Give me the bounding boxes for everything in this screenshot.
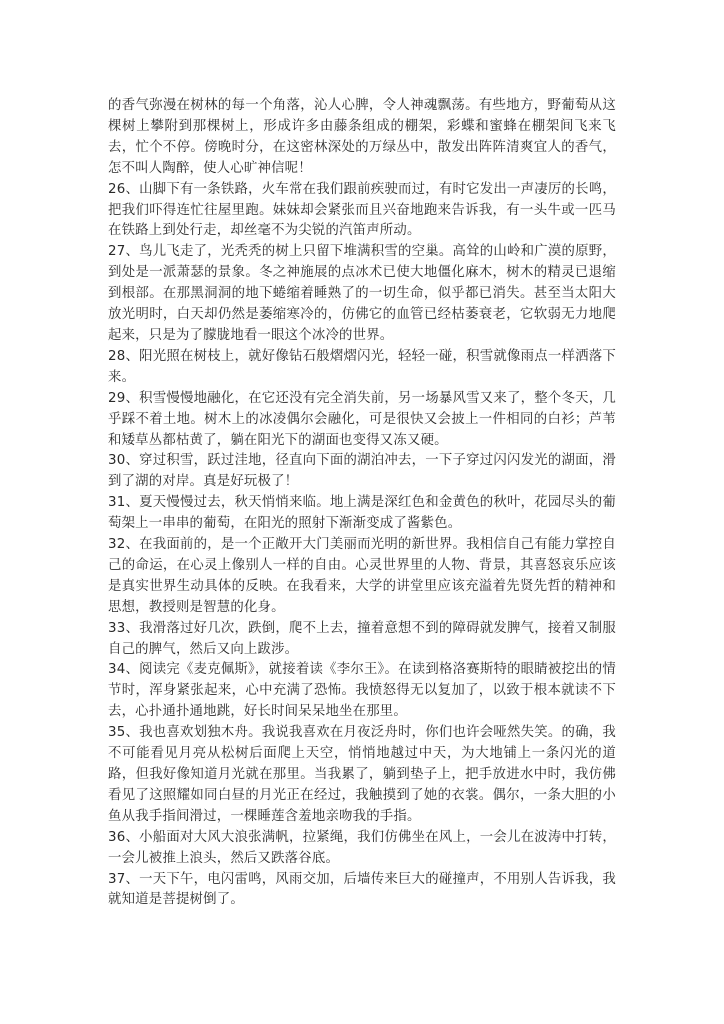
paragraph-32: 32、在我面前的，是一个正敞开大门美丽而光明的新世界。我相信自己有能力掌控自己的命运，在心灵上像别人一样的自由。心灵世界里的人物、背景，其喜怒哀乐应该是真实世界生动具体的反映。在我看来，大学的讲堂里应该充溢着先贤先哲的精神和思想，教授则是智慧的化身。 — [108, 537, 616, 615]
paragraph-31: 31、夏天慢慢过去，秋天悄悄来临。地上满是深红色和金黄色的秋叶，花园尽头的葡萄架上一串串的葡萄，在阳光的照射下渐渐变成了酱紫色。 — [108, 495, 616, 532]
paragraph-36: 36、小船面对大风大浪张满帆，拉紧绳，我们仿佛坐在风上，一会儿在波涛中打转，一会儿被推上浪头，然后又跌落谷底。 — [108, 829, 616, 866]
paragraph-33: 33、我滑落过好几次，跌倒，爬不上去，撞着意想不到的障碍就发脾气，接着又制服自己的脾气，然后又向上跋涉。 — [108, 620, 616, 657]
paragraph-30: 30、穿过积雪，跃过洼地，径直向下面的湖泊冲去，一下子穿过闪闪发光的湖面，滑到了湖的对岸。真是好玩极了！ — [108, 453, 616, 490]
paragraph-37: 37、一天下午，电闪雷鸣，风雨交加，后墙传来巨大的碰撞声，不用别人告诉我，我就知道是菩提树倒了。 — [108, 871, 616, 908]
paragraph-27: 27、鸟儿飞走了，光秃秃的树上只留下堆满积雪的空巢。高耸的山岭和广漠的原野，到处是一派萧瑟的景象。冬之神施展的点冰术已使大地僵化麻木，树木的精灵已退缩到根部。在那黑洞洞的地下蜷缩着睡熟了的一切生命，似乎都已消失。甚至当太阳大放光明时，白天却仍然是萎缩寒冷的，仿佛它的血管已经枯萎衰老，它软弱无力地爬起来，只是为了朦胧地看一眼这个冰冷的世界。 — [108, 244, 616, 343]
paragraph-continuation: 的香气弥漫在树林的每一个角落，沁人心脾，令人神魂飘荡。有些地方，野葡萄从这棵树上攀附到那棵树上，形成许多由藤条组成的棚架，彩蝶和蜜蜂在棚架间飞来飞去，忙个不停。傍晚时分，在这密林深处的万绿丛中，散发出阵阵清爽宜人的香气，怎不叫人陶醉，使人心旷神信呢！ — [108, 98, 616, 176]
paragraph-35: 35、我也喜欢划独木舟。我说我喜欢在月夜泛舟时，你们也许会哑然失笑。的确，我不可能看见月亮从松树后面爬上天空，悄悄地越过中天，为大地铺上一条闪光的道路，但我好像知道月光就在那里。当我累了，躺到垫子上，把手放进水中时，我仿佛看见了这照耀如同白昼的月光正在经过，我触摸到了她的衣裳。偶尔，一条大胆的小鱼从我手指间滑过，一棵睡莲含羞地亲吻我的手指。 — [108, 725, 616, 824]
document-page — [108, 96, 616, 911]
paragraph-34: 34、阅读完《麦克佩斯》，就接着读《李尔王》。在读到格洛赛斯特的眼睛被挖出的情节时，浑身紧张起来，心中充满了恐怖。我愤怒得无以复加了，以致于根本就读不下去，心扑通扑通地跳，好长时间呆呆地坐在那里。 — [108, 662, 616, 720]
paragraph-28: 28、阳光照在树枝上，就好像钻石般熠熠闪光，轻轻一碰，积雪就像雨点一样洒落下来。 — [108, 348, 616, 385]
paragraph-29: 29、积雪慢慢地融化，在它还没有完全消失前，另一场暴风雪又来了，整个冬天，几乎踩不着土地。树木上的冰凌偶尔会融化，可是很快又会披上一件相同的白衫；芦苇和矮草丛都枯黄了，躺在阳光下的湖面也变得又冻又硬。 — [108, 390, 616, 448]
paragraph-26: 26、山脚下有一条铁路，火车常在我们跟前疾驶而过，有时它发出一声凄厉的长鸣，把我们吓得连忙往屋里跑。妹妹却会紧张而且兴奋地跑来告诉我，有一头牛或一匹马在铁路上到处行走，却丝毫不为尖锐的汽笛声所动。 — [108, 181, 616, 239]
